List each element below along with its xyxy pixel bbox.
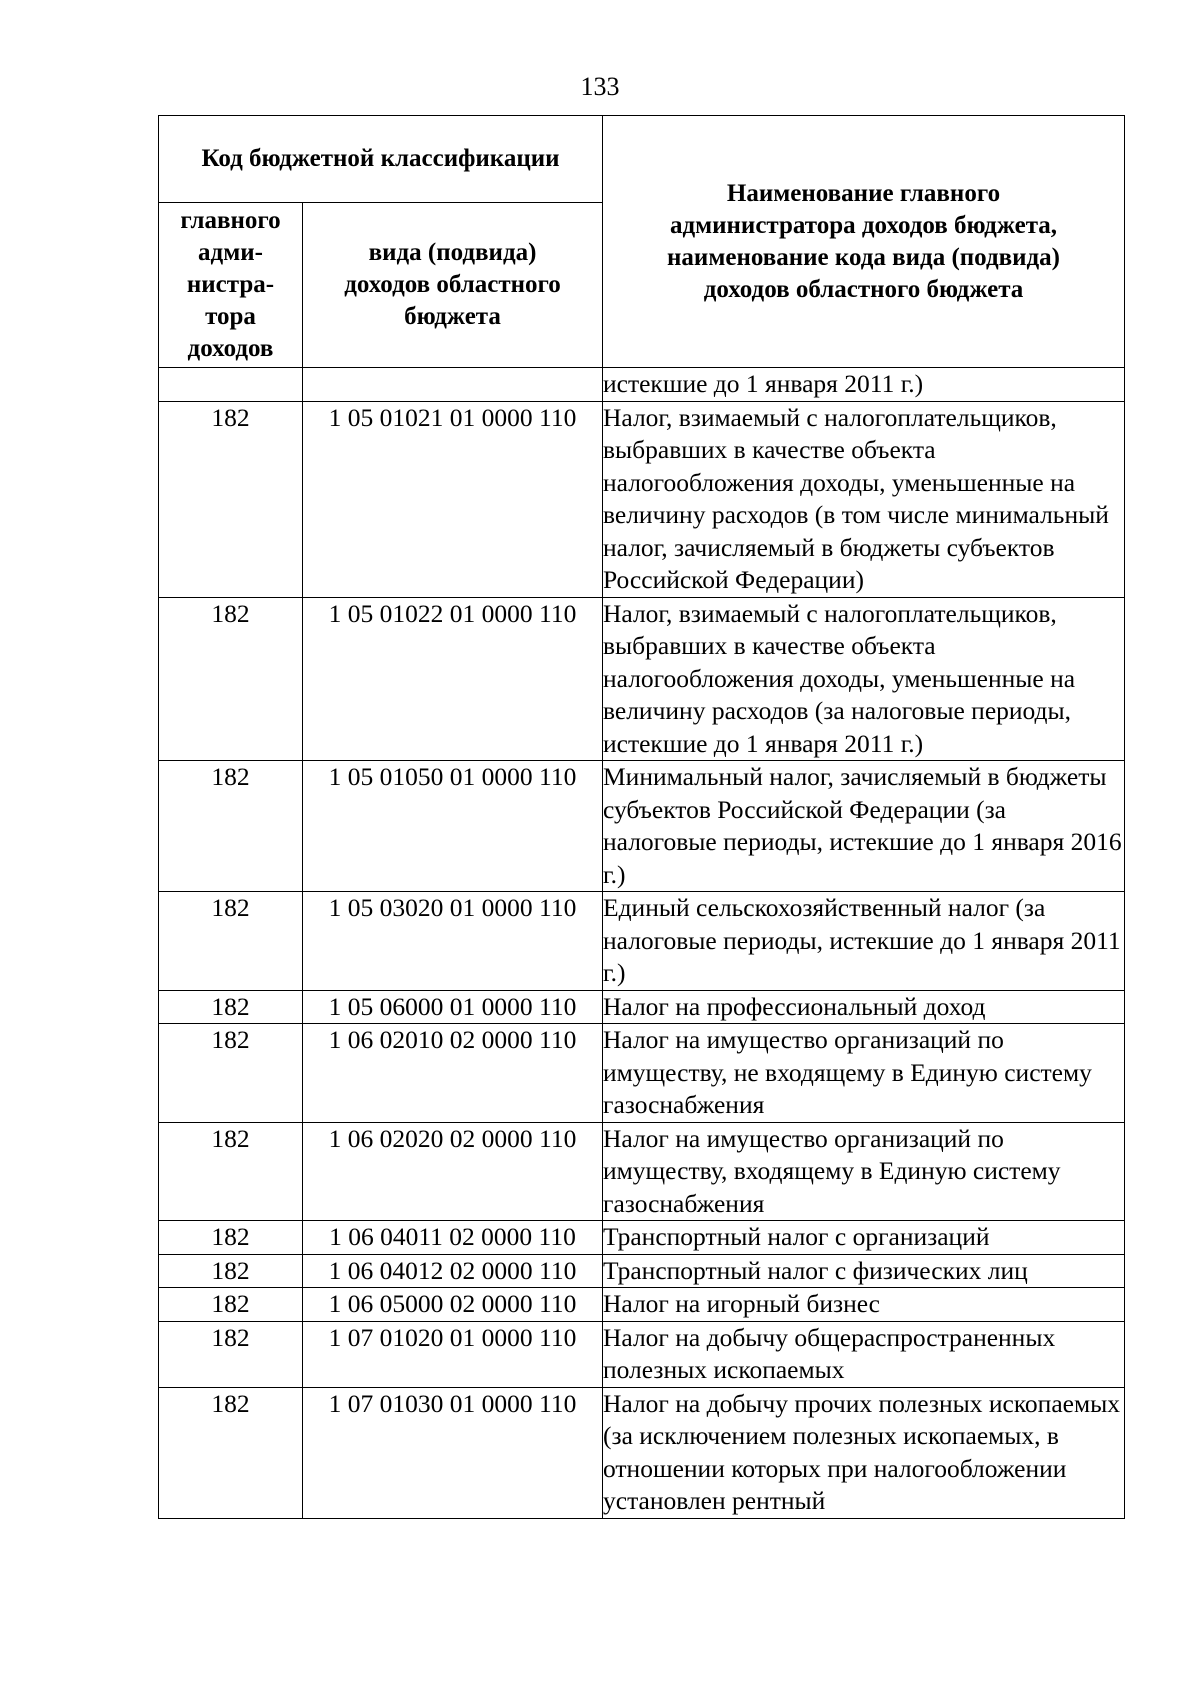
table-header [159, 116, 1125, 368]
income-code-cell: 1 05 06000 01 0000 110 [303, 990, 603, 1024]
header-name-line: администратора доходов бюджета, [669, 211, 1058, 239]
income-code-cell: 1 07 01020 01 0000 110 [303, 1321, 603, 1387]
admin-code-cell: 182 [159, 1254, 303, 1288]
income-code-cell: 1 05 03020 01 0000 110 [303, 892, 603, 991]
table-row [159, 368, 1125, 402]
income-code-cell: 1 06 04011 02 0000 110 [303, 1221, 603, 1255]
table-row [159, 597, 1125, 761]
table-row [159, 1024, 1125, 1123]
admin-code-cell: 182 [159, 1288, 303, 1322]
header-code-line: бюджета [404, 303, 501, 330]
income-code-cell: 1 05 01050 01 0000 110 [303, 761, 603, 892]
admin-code-cell: 182 [159, 761, 303, 892]
header-admin-line: тора [205, 303, 256, 330]
admin-code-cell: 182 [159, 1122, 303, 1221]
income-code-cell: 1 07 01030 01 0000 110 [303, 1387, 603, 1518]
header-budget-classification-code: Код бюджетной классификации [159, 116, 603, 203]
income-name-cell: Транспортный налог с физических лиц [603, 1254, 1125, 1288]
header-name-line: Наименование главного [726, 179, 1001, 207]
income-name-cell: Минимальный налог, зачисляемый в бюджеты субъектов Российской Федерации (за налоговые периоды, истекшие до 1 января 2016 г.) [603, 761, 1125, 892]
table-row [159, 1221, 1125, 1255]
budget-classification-table [158, 115, 1125, 1519]
table-body [159, 368, 1125, 1519]
income-code-cell: 1 06 02010 02 0000 110 [303, 1024, 603, 1123]
income-name-cell: истекшие до 1 января 2011 г.) [603, 368, 1125, 402]
admin-code-cell: 182 [159, 892, 303, 991]
income-name-cell: Единый сельскохозяйственный налог (за налоговые периоды, истекшие до 1 января 2011 г.) [603, 892, 1125, 991]
header-administrator-name [603, 116, 1125, 368]
admin-code-cell: 182 [159, 1024, 303, 1123]
income-name-cell: Налог на имущество организаций по имуществу, входящему в Единую систему газоснабжения [603, 1122, 1125, 1221]
header-admin-line: доходов [187, 335, 274, 362]
header-code-line: доходов областного [344, 271, 561, 298]
header-code-line: вида (подвида) [368, 239, 537, 266]
income-code-cell: 1 06 05000 02 0000 110 [303, 1288, 603, 1322]
table-row [159, 990, 1125, 1024]
income-code-cell [303, 368, 603, 402]
header-name-line: наименование кода вида (подвида) [667, 243, 1060, 271]
income-code-cell: 1 06 02020 02 0000 110 [303, 1122, 603, 1221]
income-name-cell: Налог на добычу общераспространенных полезных ископаемых [603, 1321, 1125, 1387]
header-admin-line: адми- [198, 239, 263, 266]
income-code-cell: 1 05 01021 01 0000 110 [303, 401, 603, 597]
income-code-cell: 1 06 04012 02 0000 110 [303, 1254, 603, 1288]
table-row [159, 892, 1125, 991]
income-name-cell: Налог, взимаемый с налогоплательщиков, выбравших в качестве объекта налогообложения доходы, уменьшенные на величину расходов (за налоговые периоды, истекшие до 1 января 2011 г.) [603, 597, 1125, 761]
income-name-cell: Транспортный налог с организаций [603, 1221, 1125, 1255]
header-admin-line: нистра- [186, 271, 275, 298]
header-admin-line: главного [180, 207, 281, 234]
income-name-cell: Налог на добычу прочих полезных ископаемых (за исключением полезных ископаемых, в отношении которых при налогообложении установлен рентный [603, 1387, 1125, 1518]
income-name-cell: Налог на профессиональный доход [603, 990, 1125, 1024]
table-row [159, 401, 1125, 597]
admin-code-cell: 182 [159, 1321, 303, 1387]
header-income-type-code [303, 203, 603, 368]
page-number: 133 [580, 72, 620, 101]
table-row [159, 1254, 1125, 1288]
admin-code-cell: 182 [159, 401, 303, 597]
admin-code-cell: 182 [159, 597, 303, 761]
income-code-cell: 1 05 01022 01 0000 110 [303, 597, 603, 761]
table-row [159, 1321, 1125, 1387]
table-row [159, 1288, 1125, 1322]
table-row [159, 1387, 1125, 1518]
admin-code-cell: 182 [159, 990, 303, 1024]
table-row [159, 761, 1125, 892]
admin-code-cell: 182 [159, 1221, 303, 1255]
income-name-cell: Налог, взимаемый с налогоплательщиков, выбравших в качестве объекта налогообложения доходы, уменьшенные на величину расходов (в том числе минимальный налог, зачисляемый в бюджеты субъектов Российской Федерации) [603, 401, 1125, 597]
income-name-cell: Налог на игорный бизнес [603, 1288, 1125, 1322]
header-main-administrator [159, 203, 303, 368]
admin-code-cell: 182 [159, 1387, 303, 1518]
header-name-line: доходов областного бюджета [703, 275, 1024, 303]
admin-code-cell [159, 368, 303, 402]
table-row [159, 1122, 1125, 1221]
income-name-cell: Налог на имущество организаций по имуществу, не входящему в Единую систему газоснабжения [603, 1024, 1125, 1123]
